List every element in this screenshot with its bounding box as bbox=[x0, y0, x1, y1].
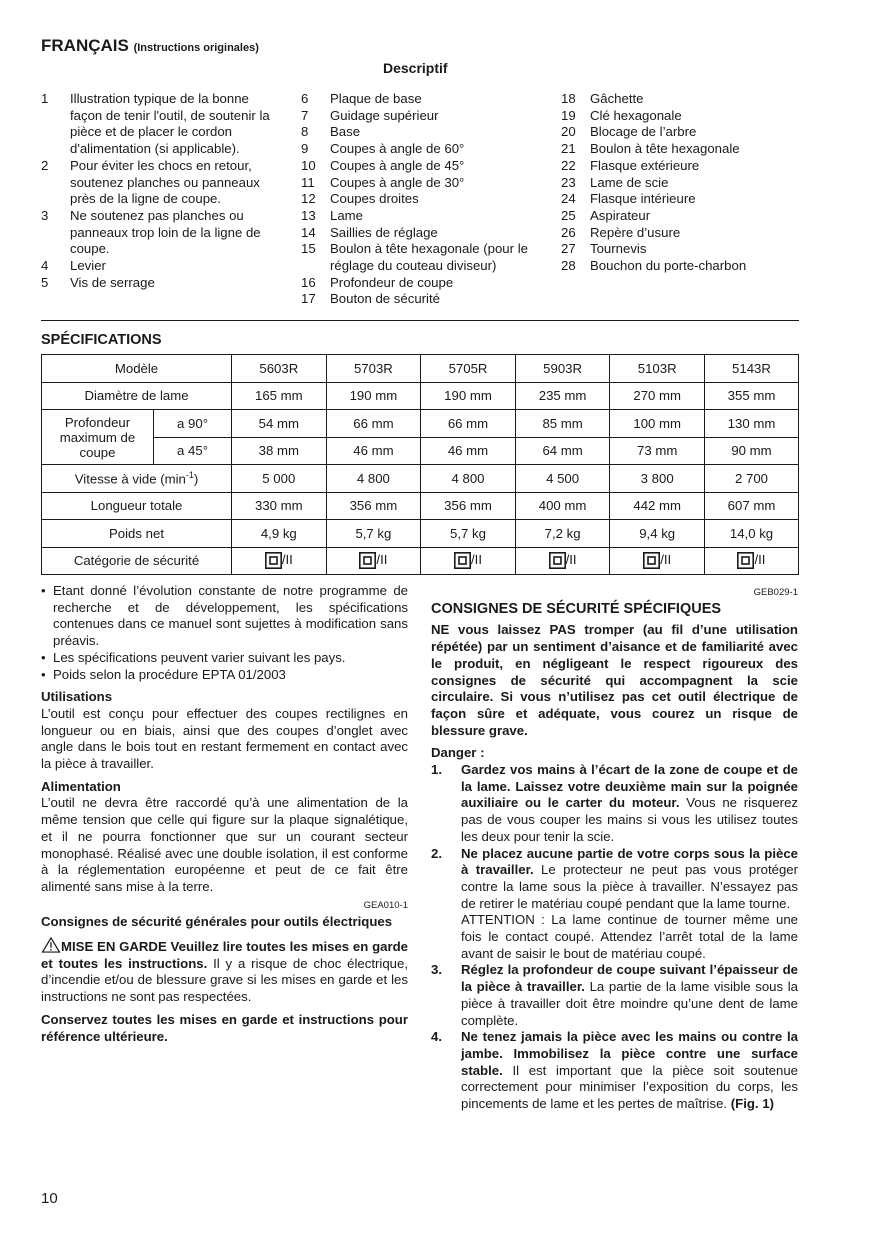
double-insulation-icon bbox=[549, 552, 566, 569]
list-item: • Les spécifications peuvent varier suivant les pays. bbox=[41, 649, 346, 665]
table-row bbox=[42, 410, 799, 438]
table-row bbox=[42, 437, 799, 465]
row-label: Vitesse à vide $(\min^{-1})$ bbox=[42, 465, 232, 493]
warning-paragraph: MISE EN GARDE Veuillez lire toutes les mises en garde et toutes les instructions. Il y a risque de choc électrique, d’incendie et/ou de blessure grave si les mises en garde et les instructions ne sont pas respectées. bbox=[41, 939, 408, 1005]
table-cell: 7,2 kg bbox=[515, 520, 610, 548]
descriptif-title: Descriptif bbox=[383, 60, 448, 76]
table-row bbox=[42, 382, 799, 410]
table-cell: 4 500 bbox=[515, 465, 610, 493]
descriptif-item: 22 Flasque extérieure bbox=[561, 157, 700, 173]
table-cell: 46 mm bbox=[326, 437, 421, 465]
sub-label: a 45° bbox=[154, 437, 232, 465]
table-row bbox=[42, 547, 799, 575]
table-cell: 4 800 bbox=[421, 465, 516, 493]
descriptif-item: 25 Aspirateur bbox=[561, 207, 651, 223]
row-label: Profondeur maximum de coupe bbox=[42, 410, 154, 465]
table-cell: /II bbox=[421, 547, 516, 575]
table-cell: /II bbox=[704, 547, 798, 575]
list-item: 4. Ne tenez jamais la pièce avec les mains ou contre la jambe. Immobilisez la pièce contre une surface stable. Il est important que la pièce soit soutenue correctement pour minimiser l’exposition du corps, les pincements de lame et les pertes de maîtrise. (Fig. 1) bbox=[431, 1029, 798, 1112]
utilisations-text: L’outil est conçu pour effectuer des coupes rectilignes en longueur ou en biais, ainsi que des coupes d’onglet avec angle dans le bois tout en restant fermement en contact avec la pièce à travailler. bbox=[41, 705, 408, 772]
alimentation-text: L’outil ne devra être raccordé qu’à une alimentation de la même tension que celle qui figure sur la plaque signalétique, et il ne pourra fonctionner que sur un courant secteur monophasé. Réalisé avec une double isolation, il est conforme à la réglementation européenne et peut de ce fait être alimenté sans mise à la terre. bbox=[41, 795, 408, 894]
table-cell: /II bbox=[232, 547, 327, 575]
table-row bbox=[42, 520, 799, 548]
row-label: Longueur totale bbox=[42, 492, 232, 520]
language-title: FRANÇAIS bbox=[41, 36, 129, 55]
descriptif-item: 13 Lame bbox=[301, 207, 363, 223]
table-cell: 100 mm bbox=[610, 410, 705, 438]
table-cell: 14,0 kg bbox=[704, 520, 798, 548]
descriptif-item: 26 Repère d’usure bbox=[561, 224, 681, 240]
double-insulation-icon bbox=[737, 552, 754, 569]
table-cell: 5103R bbox=[610, 355, 705, 383]
list-item: 1. Gardez vos mains à l’écart de la zone de coupe et de la lame. Laissez votre deuxième main sur la poignée auxiliaire ou le carter du moteur. Vous ne risquerez pas de vous couper les mains si vous les utilisez toutes les deux pour tenir la scie. bbox=[431, 762, 798, 844]
table-cell: 607 mm bbox=[704, 492, 798, 520]
table-cell: 46 mm bbox=[421, 437, 516, 465]
table-cell: 130 mm bbox=[704, 410, 798, 438]
descriptif-item: 21 Boulon à tête hexagonale bbox=[561, 141, 740, 157]
table-cell: 5143R bbox=[704, 355, 798, 383]
descriptif-item: 19 Clé hexagonale bbox=[561, 107, 682, 123]
table-cell: 3 800 bbox=[610, 465, 705, 493]
descriptif-item: 3 Ne soutenez pas planches ou panneaux trop loin de la ligne de coupe. bbox=[41, 207, 261, 257]
descriptif-item: 16 Profondeur de coupe bbox=[301, 274, 454, 290]
descriptif-item: 28 Bouchon du porte-charbon bbox=[561, 258, 747, 274]
row-label: Modèle bbox=[42, 355, 232, 383]
descriptif-item: 10 Coupes à angle de 45° bbox=[301, 157, 465, 173]
right-column bbox=[431, 585, 798, 1113]
warning-triangle-icon bbox=[41, 937, 61, 953]
list-item: • Etant donné l’évolution constante de notre programme de recherche et de développement, les spécifications contenues dans ce manuel sont sujettes à modification sans préavis. bbox=[41, 583, 408, 649]
descriptif-item: 27 Tournevis bbox=[561, 241, 647, 257]
table-cell: 190 mm bbox=[421, 382, 516, 410]
descriptif-item: 7 Guidage supérieur bbox=[301, 107, 439, 123]
descriptif-item: 18 Gâchette bbox=[561, 91, 644, 106]
table-cell: /II bbox=[610, 547, 705, 575]
table-cell: 85 mm bbox=[515, 410, 610, 438]
descriptif-column-1 bbox=[41, 91, 281, 291]
descriptif-item: 20 Blocage de l’arbre bbox=[561, 124, 697, 140]
table-cell: 4 800 bbox=[326, 465, 421, 493]
table-cell: 5,7 kg bbox=[421, 520, 516, 548]
table-cell: 64 mm bbox=[515, 437, 610, 465]
reference-code: GEA010-1 bbox=[363, 899, 408, 911]
specifications-title: SPÉCIFICATIONS bbox=[41, 332, 162, 348]
table-cell: 38 mm bbox=[232, 437, 327, 465]
table-row bbox=[42, 465, 799, 493]
section-divider bbox=[41, 320, 799, 321]
language-subtitle: (Instructions originales) bbox=[133, 42, 259, 54]
descriptif-item: 4 Levier bbox=[41, 258, 106, 274]
table-cell: 356 mm bbox=[326, 492, 421, 520]
table-cell: 165 mm bbox=[232, 382, 327, 410]
double-insulation-icon bbox=[359, 552, 376, 569]
row-label: Poids net bbox=[42, 520, 232, 548]
utilisations-heading: Utilisations bbox=[41, 689, 113, 705]
descriptif-item: 23 Lame de scie bbox=[561, 174, 669, 190]
sub-label: a 90° bbox=[154, 410, 232, 438]
row-label: Catégorie de sécurité bbox=[42, 547, 232, 575]
table-cell: 66 mm bbox=[421, 410, 516, 438]
table-cell: 5903R bbox=[515, 355, 610, 383]
descriptif-item: 1 Illustration typique de la bonne façon de tenir l'outil, de soutenir la pièce et de placer le cordon d'alimentation (si applicable). bbox=[41, 91, 270, 157]
bullet-icon: • bbox=[41, 666, 46, 682]
table-cell: 66 mm bbox=[326, 410, 421, 438]
keep-instructions-text: Conservez toutes les mises en garde et instructions pour référence ultérieure. bbox=[41, 1011, 408, 1044]
alimentation-heading: Alimentation bbox=[41, 778, 121, 794]
table-cell: 9,4 kg bbox=[610, 520, 705, 548]
descriptif-column-3 bbox=[561, 91, 799, 275]
safety-intro: NE vous laissez PAS tromper (au fil d’une utilisation répétée) par un sentiment d’aisance et de familiarité avec le produit, en négligeant le respect rigoureux des consignes de sécurité qui accompagnent la scie circulaire. Si vous n’utilisez pas cet outil électrique de façon sûre et adéquate, vous courez un risque de blessure grave. bbox=[431, 622, 798, 738]
table-cell: 5603R bbox=[232, 355, 327, 383]
table-cell: 190 mm bbox=[326, 382, 421, 410]
bullet-icon: • bbox=[41, 649, 46, 665]
language-heading bbox=[41, 36, 259, 56]
descriptif-item: 17 Bouton de sécurité bbox=[301, 291, 440, 307]
row-label: Diamètre de lame bbox=[42, 382, 232, 410]
descriptif-item: 8 Base bbox=[301, 124, 361, 140]
table-cell: 90 mm bbox=[704, 437, 798, 465]
reference-code: GEB029-1 bbox=[753, 587, 798, 598]
descriptif-item: 2 Pour éviter les chocs en retour, soutenez planches ou panneaux près de la ligne de coupe. bbox=[41, 157, 260, 207]
double-insulation-icon bbox=[265, 552, 282, 569]
descriptif-item: 6 Plaque de base bbox=[301, 91, 422, 106]
descriptif-item: 5 Vis de serrage bbox=[41, 274, 155, 290]
danger-label: Danger : bbox=[431, 745, 485, 761]
table-cell: 235 mm bbox=[515, 382, 610, 410]
table-cell: 54 mm bbox=[232, 410, 327, 438]
descriptif-column-2 bbox=[301, 91, 541, 308]
descriptif-item: 24 Flasque intérieure bbox=[561, 191, 696, 207]
list-item: • Poids selon la procédure EPTA 01/2003 bbox=[41, 666, 286, 682]
attention-note: ATTENTION : La lame continue de tourner même une fois le contact coupé. Attendez l’arrêt total de la lame avant de saisir le bout de matériau coupé. bbox=[461, 912, 798, 961]
table-cell: 2 700 bbox=[704, 465, 798, 493]
specifications-table bbox=[41, 354, 799, 575]
table-cell: 355 mm bbox=[704, 382, 798, 410]
descriptif-item: 9 Coupes à angle de 60° bbox=[301, 141, 465, 157]
table-cell: 73 mm bbox=[610, 437, 705, 465]
table-row bbox=[42, 355, 799, 383]
table-cell: /II bbox=[515, 547, 610, 575]
table-cell: 330 mm bbox=[232, 492, 327, 520]
left-column bbox=[41, 583, 408, 1045]
general-safety-heading: Consignes de sécurité générales pour outils électriques bbox=[41, 914, 393, 930]
table-cell: 5703R bbox=[326, 355, 421, 383]
table-cell: 270 mm bbox=[610, 382, 705, 410]
descriptif-item: 12 Coupes droites bbox=[301, 191, 419, 207]
table-cell: 356 mm bbox=[421, 492, 516, 520]
table-cell: 5 000 bbox=[232, 465, 327, 493]
descriptif-item: 15 Boulon à tête hexagonale (pour le réglage du couteau diviseur) bbox=[301, 241, 528, 274]
table-cell: 5,7 kg bbox=[326, 520, 421, 548]
table-cell: /II bbox=[326, 547, 421, 575]
list-item: 3. Réglez la profondeur de coupe suivant l’épaisseur de la pièce à travailler. La partie de la lame visible sous la pièce à travailler doit être moindre qu’une dent de lame complète. bbox=[431, 962, 799, 1028]
table-row bbox=[42, 492, 799, 520]
bullet-icon: • bbox=[41, 583, 46, 598]
descriptif-item: 14 Saillies de réglage bbox=[301, 224, 438, 240]
table-cell: 4,9 kg bbox=[232, 520, 327, 548]
double-insulation-icon bbox=[643, 552, 660, 569]
list-item: 2. Ne placez aucune partie de votre corps sous la pièce à travailler. Le protecteur ne peut pas vous protéger contre la lame sous la pièce à travailler. N’essayez pas de retirer le matériau coupé pendant que la lame tourne. ATTENTION : La lame continue de tourner même une fois le contact coupé. Attendez l’arrêt total de la lame avant de saisir le bout de matériau coupé. bbox=[431, 845, 799, 961]
table-cell: 400 mm bbox=[515, 492, 610, 520]
descriptif-item: 11 Coupes à angle de 30° bbox=[301, 174, 465, 190]
specific-safety-heading: CONSIGNES DE SÉCURITÉ SPÉCIFIQUES bbox=[431, 600, 722, 617]
table-cell: 5705R bbox=[421, 355, 516, 383]
page-number: 10 bbox=[41, 1190, 58, 1207]
double-insulation-icon bbox=[454, 552, 471, 569]
table-cell: 442 mm bbox=[610, 492, 705, 520]
